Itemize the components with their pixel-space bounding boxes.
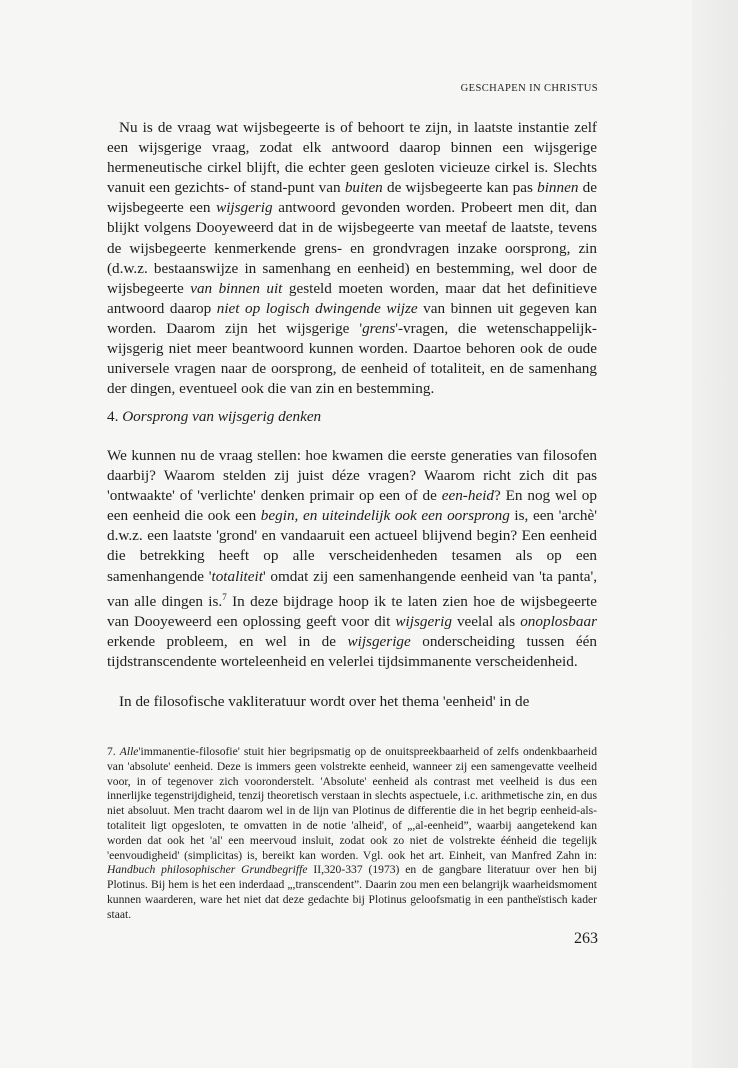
running-head: GESCHAPEN IN CHRISTUS	[460, 83, 598, 94]
page-edge-shadow	[692, 0, 738, 1068]
section-heading	[107, 408, 321, 426]
paragraph-2: We kunnen nu de vraag stellen: hoe kwamen die eerste generaties van filosofen daarbij? Waarom stelden zij juist déze vragen? Waarom richt zich dit pas 'ontwaakte' of 'verlichte' denken primair op een of de een-heid? En nog wel op een eenheid die ook een begin, en uiteindelijk ook een oorsprong is, een 'archè' d.w.z. een laatste 'grond' en vandaaruit een actueel blijvend begin? Een eenheid die betrekking heeft op alle verscheidenheden tesamen als op een samenhangende 'totaliteit' omdat zij een samenhangende eenheid van 'ta panta', van alle dingen is.$^7$ In deze bijdrage hoop ik te laten zien hoe de wijsbegeerte van Dooyeweerd een oplossing geeft voor dit wijsgerig veelal als onoplosbaar erkende probleem, en wel in de wijsgerige onderscheiding tussen één tijdstranscendente worteleenheid en velerlei tijdsimmanente verscheidenheid.	[107, 447, 598, 670]
footnote-reference: 7	[222, 591, 227, 602]
paragraph-1: Nu is de vraag wat wijsbegeerte is of behoort te zijn, in laatste instantie zelf een wijsgerige vraag, zodat elk antwoord daarop binnen een wijsgerige hermeneutische cirkel blijft, die echter geen gesloten vicieuze cirkel is. Slechts vanuit een gezichts- of stand-punt van buiten de wijsbegeerte kan pas binnen de wijsbegeerte een wijsgerig antwoord gevonden worden. Probeert men dit, dan blijkt volgens Dooyeweerd dat in de wijsbegeerte van meetaf de laatste, tevens de wijsbegeerte kenmerkende grens- en grondvragen inzake oorsprong, zin (d.w.z. bestaanswijze in samenhang en eenheid) en bestemming, wel door de wijsbegeerte van binnen uit gesteld moeten worden, maar dat het definitieve antwoord daarop niet op logisch dwingende wijze van binnen uit gegeven kan worden. Daarom zijn het wijsgerige 'grens'-vragen, die wetenschappelijk-wijsgerig niet meer beantwoord kunnen worden. Daartoe behoren ook de oude universele vragen naar de oorsprong, de eenheid of totaliteit, en de samenhang der dingen, eventueel ook die van zin en bestemming.	[107, 119, 598, 398]
paragraph-3: In de filosofische vakliteratuur wordt over het thema 'eenheid' in de	[119, 693, 530, 710]
page-number: 263	[574, 930, 598, 947]
section-number: 4.	[107, 408, 119, 425]
footnote-number: 7.	[107, 745, 116, 758]
section-title: Oorsprong van wijsgerig denken	[122, 408, 322, 425]
footnote-7: 7. Alle'immanentie-filosofie' stuit hier begripsmatig op de onuitspreekbaarheid of zelfs ondenkbaarheid van 'absolute' eenheid. Deze is immers geen volstrekte eenheid, wanneer zij een samengevatte veelheid voor, in of tegenover zich vooronderstelt. 'Absolute' eenheid als contrast met veelheid is dus een innerlijke tegenstrijdigheid, tenzij theoretisch verstaan in slechts aspectuele, i.c. arithmetische zin, en dus niet absoluut. Men tracht daarom wel in de lijn van Plotinus de differentie die in het begrip eenheid-als-totaliteit ligt opgesloten, te omvatten in de notie 'alheid', of „,al-eenheid”, waarbij aangetekend kan worden dat ook het 'al' een meervoud insluit, zodat ook zo niet de volstrekte éénheid die tegelijk 'eenvoudigheid' (simplicitas) is, bereikt kan worden. Vgl. ook het art. Einheit, van Manfred Zahn in: Handbuch philosophischer Grundbegriffe II,320-337 (1973) en de gangbare literatuur over hen bij Plotinus. Bij hem is het een inderdaad „,transcendent”. Daarin zou men een belangrijk waarheidsmoment kunnen waarderen, ware het niet dat deze gedachte bij Plotinus geloofsmatig in een pantheïstisch kader staat.	[107, 745, 597, 921]
